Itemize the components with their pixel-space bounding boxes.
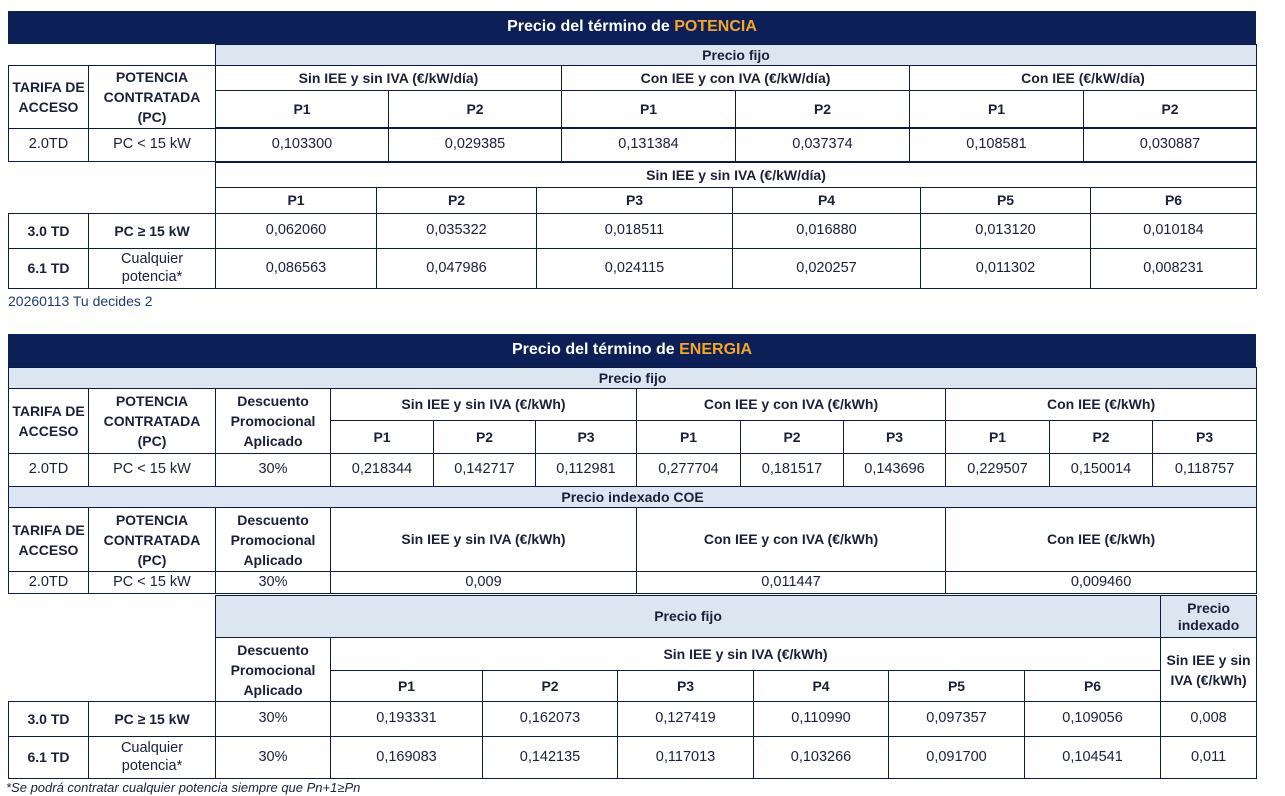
value-cell: 0,109056 [1025, 702, 1161, 737]
value-cell: 0,103300 [216, 129, 389, 162]
value-cell: 0,029385 [389, 129, 562, 162]
energia-table-6p [8, 595, 1257, 779]
col-potencia: POTENCIA CONTRATADA (PC) [89, 389, 216, 454]
value-cell: 0,091700 [889, 737, 1025, 779]
value-cell: 0,181517 [741, 454, 844, 487]
tarifa-cell: 2.0TD [9, 454, 89, 487]
value-cell: 0,110990 [754, 702, 889, 737]
p-header: P5 [889, 671, 1025, 702]
p-header: P2 [741, 421, 844, 454]
group-con-iee-iva: Con IEE y con IVA (€/kW/día) [562, 66, 910, 91]
table-row [9, 572, 1257, 594]
table-row [9, 249, 1257, 289]
indexado-cell: 0,008 [1161, 702, 1257, 737]
value-cell: 0,143696 [844, 454, 946, 487]
precio-indexado-coe-header: Precio indexado COE [9, 487, 1257, 508]
p-header: P3 [536, 421, 637, 454]
energia-title: Precio del término de [511, 341, 680, 358]
col-descuento: Descuento Promocional Aplicado [216, 389, 331, 454]
value-cell: 0,013120 [921, 214, 1091, 249]
pc-cell: PC ≥ 15 kW [89, 702, 216, 737]
value-cell: 0,142135 [483, 737, 618, 779]
table-row [9, 737, 1257, 779]
value-cell: 0,009460 [946, 572, 1257, 594]
value-cell: 0,131384 [562, 129, 736, 162]
tarifa-cell: 2.0TD [9, 129, 89, 162]
descuento-cell: 30% [216, 454, 331, 487]
p-header: P2 [389, 91, 562, 128]
p-header: P1 [910, 91, 1084, 128]
footnote: *Se podrá contratar cualquier potencia siempre que Pn+1≥Pn [6, 780, 361, 795]
version-note: 20260113 Tu decides 2 [8, 293, 153, 309]
p-header: P1 [946, 421, 1050, 454]
group-con-iee-iva: Con IEE y con IVA (€/kWh) [637, 389, 946, 421]
table-row [9, 129, 1257, 162]
p-header: P2 [434, 421, 536, 454]
p-header: P1 [331, 421, 434, 454]
value-cell: 0,169083 [331, 737, 483, 779]
value-cell: 0,277704 [637, 454, 741, 487]
value-cell: 0,008231 [1091, 249, 1257, 289]
precio-fijo-header: Precio fijo [216, 45, 1257, 66]
group-sin-iee: Sin IEE y sin IVA (€/kWh) [331, 389, 637, 421]
value-cell: 0,035322 [377, 214, 537, 249]
p-header: P2 [1050, 421, 1153, 454]
value-cell: 0,020257 [733, 249, 921, 289]
p-header: P1 [331, 671, 483, 702]
descuento-cell: 30% [216, 702, 331, 737]
value-cell: 0,127419 [618, 702, 754, 737]
group-con-iee: Con IEE (€/kW/día) [910, 66, 1257, 91]
col-potencia: POTENCIA CONTRATADA (PC) [89, 66, 216, 129]
potencia-table-6p [8, 162, 1257, 289]
p-header: P6 [1091, 188, 1257, 214]
col-descuento: Descuento Promocional Aplicado [216, 508, 331, 572]
precio-indexado-header: Precio indexado [1161, 596, 1257, 638]
precio-fijo-header: Precio fijo [9, 368, 1257, 389]
p-header: P3 [537, 188, 733, 214]
value-cell: 0,024115 [537, 249, 733, 289]
p-header: P3 [1153, 421, 1257, 454]
group-con-iee-iva: Con IEE y con IVA (€/kWh) [637, 508, 946, 572]
p-header: P2 [483, 671, 618, 702]
col-descuento: Descuento Promocional Aplicado [216, 638, 331, 702]
p-header: P1 [216, 91, 389, 128]
tarifa-cell: 3.0 TD [9, 702, 89, 737]
value-cell: 0,030887 [1084, 129, 1257, 162]
potencia-title: Precio del término de [507, 18, 675, 35]
tarifa-cell: 6.1 TD [9, 737, 89, 779]
value-cell: 0,142717 [434, 454, 536, 487]
p-header: P4 [733, 188, 921, 214]
value-cell: 0,097357 [889, 702, 1025, 737]
col-tarifa: TARIFA DE ACCESO [9, 66, 89, 129]
p-header: P2 [1084, 91, 1257, 128]
descuento-cell: 30% [216, 737, 331, 779]
value-cell: 0,011302 [921, 249, 1091, 289]
pc-cell: PC < 15 kW [89, 454, 216, 487]
p-header: P3 [844, 421, 946, 454]
tarifa-cell: 3.0 TD [9, 214, 89, 249]
col-sin-iee-iva-indexado: Sin IEE y sin IVA (€/kWh) [1161, 638, 1257, 702]
group-con-iee: Con IEE (€/kWh) [946, 389, 1257, 421]
value-cell: 0,112981 [536, 454, 637, 487]
value-cell: 0,117013 [618, 737, 754, 779]
p-header: P1 [216, 188, 377, 214]
pc-cell: PC ≥ 15 kW [89, 214, 216, 249]
group-sin-iee: Sin IEE y sin IVA (€/kW/día) [216, 66, 562, 91]
pc-cell: PC < 15 kW [89, 129, 216, 162]
value-cell: 0,118757 [1153, 454, 1257, 487]
table-row [9, 702, 1257, 737]
group-sin-iee-6p: Sin IEE y sin IVA (€/kW/día) [216, 163, 1257, 188]
descuento-cell: 30% [216, 572, 331, 594]
p-header: P4 [754, 671, 889, 702]
value-cell: 0,086563 [216, 249, 377, 289]
tarifa-cell: 2.0TD [9, 572, 89, 594]
potencia-banner [8, 11, 1256, 44]
value-cell: 0,037374 [736, 129, 910, 162]
value-cell: 0,103266 [754, 737, 889, 779]
value-cell: 0,016880 [733, 214, 921, 249]
value-cell: 0,108581 [910, 129, 1084, 162]
col-potencia: POTENCIA CONTRATADA (PC) [89, 508, 216, 572]
value-cell: 0,062060 [216, 214, 377, 249]
pc-cell: Cualquier potencia* [89, 249, 216, 289]
p-header: P6 [1025, 671, 1161, 702]
potencia-table-20 [8, 44, 1257, 162]
value-cell: 0,011447 [637, 572, 946, 594]
value-cell: 0,218344 [331, 454, 434, 487]
value-cell: 0,150014 [1050, 454, 1153, 487]
p-header: P3 [618, 671, 754, 702]
tarifa-cell: 6.1 TD [9, 249, 89, 289]
energia-banner [8, 334, 1256, 367]
table-row [9, 454, 1257, 487]
value-cell: 0,047986 [377, 249, 537, 289]
value-cell: 0,229507 [946, 454, 1050, 487]
group-sin-iee: Sin IEE y sin IVA (€/kWh) [331, 638, 1161, 671]
p-header: P2 [377, 188, 537, 214]
group-con-iee: Con IEE (€/kWh) [946, 508, 1257, 572]
p-header: P2 [736, 91, 910, 128]
table-row [9, 214, 1257, 249]
value-cell: 0,018511 [537, 214, 733, 249]
energia-title-accent: ENERGIA [679, 341, 753, 358]
potencia-title-accent: POTENCIA [674, 18, 757, 35]
value-cell: 0,010184 [1091, 214, 1257, 249]
pc-cell: PC < 15 kW [89, 572, 216, 594]
indexado-cell: 0,011 [1161, 737, 1257, 779]
value-cell: 0,104541 [1025, 737, 1161, 779]
col-tarifa: TARIFA DE ACCESO [9, 389, 89, 454]
p-header: P1 [637, 421, 741, 454]
energia-table-20 [8, 367, 1257, 594]
precio-fijo-header: Precio fijo [216, 596, 1161, 638]
col-tarifa: TARIFA DE ACCESO [9, 508, 89, 572]
value-cell: 0,193331 [331, 702, 483, 737]
value-cell: 0,009 [331, 572, 637, 594]
p-header: P5 [921, 188, 1091, 214]
p-header: P1 [562, 91, 736, 128]
group-sin-iee: Sin IEE y sin IVA (€/kWh) [331, 508, 637, 572]
value-cell: 0,162073 [483, 702, 618, 737]
pc-cell: Cualquier potencia* [89, 737, 216, 779]
